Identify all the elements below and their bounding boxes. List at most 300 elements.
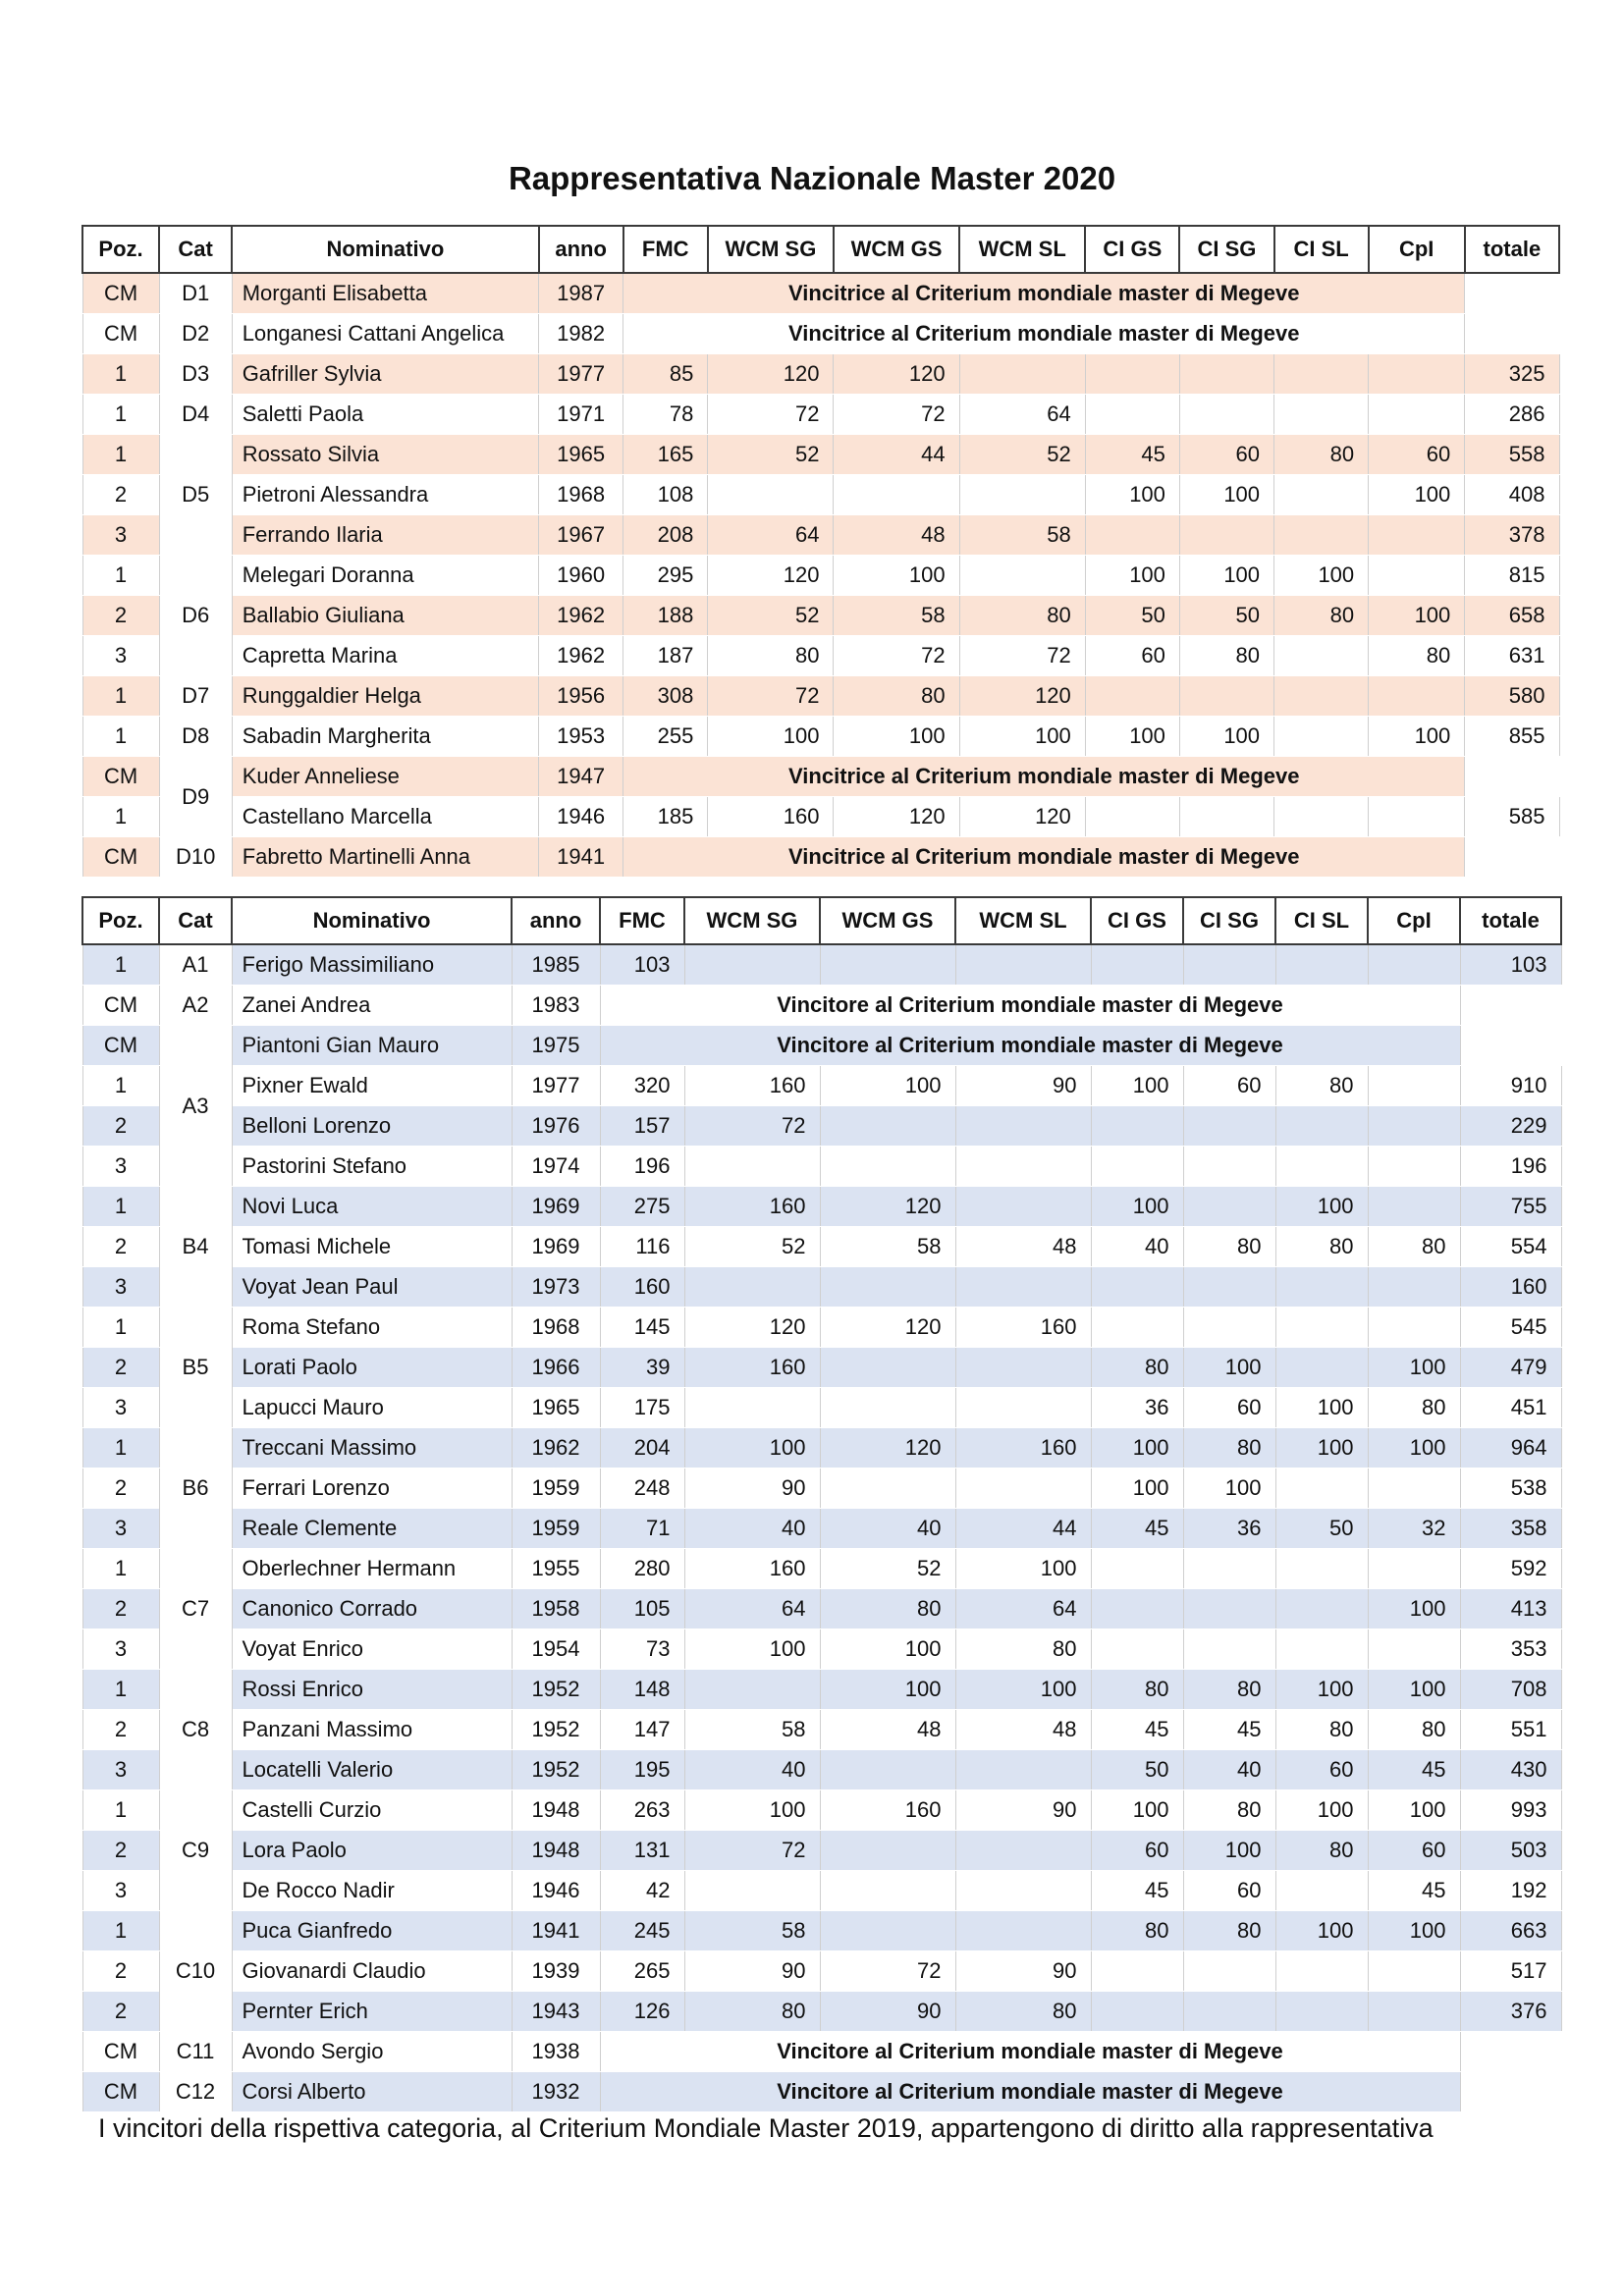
score-cell [820, 1750, 955, 1790]
score-cell: 64 [955, 1589, 1091, 1629]
page-title: Rappresentativa Nazionale Master 2020 [508, 160, 1116, 196]
year-cell: 1969 [512, 1227, 600, 1267]
score-cell: 100 [1368, 1790, 1460, 1831]
score-cell [820, 1388, 955, 1428]
score-cell: 36 [1091, 1388, 1183, 1428]
category-cell: D4 [159, 395, 232, 435]
score-cell [1183, 1589, 1275, 1629]
score-cell: 100 [1085, 556, 1179, 596]
score-cell: 80 [1275, 1066, 1368, 1106]
name-cell: Kuder Anneliese [232, 757, 538, 797]
score-cell [959, 354, 1085, 395]
score-cell: 120 [834, 797, 959, 837]
score-cell [1368, 1066, 1460, 1106]
year-cell: 1965 [539, 435, 623, 475]
position-cell: 2 [82, 1468, 159, 1509]
score-cell: 160 [955, 1428, 1091, 1468]
score-cell [1368, 944, 1460, 986]
score-cell [1183, 1267, 1275, 1308]
position-cell: 2 [82, 1348, 159, 1388]
score-cell: 50 [1091, 1750, 1183, 1790]
score-cell [1183, 1951, 1275, 1992]
footnote: I vincitori della rispettiva categoria, al Criterium Mondiale Master 2019, appartengono di diritto alla rappresentativa [98, 2113, 1434, 2143]
score-cell [1275, 944, 1368, 986]
score-cell: 100 [1368, 1670, 1460, 1710]
name-cell: Ferrando Ilaria [232, 515, 538, 556]
total-cell: 708 [1460, 1670, 1561, 1710]
year-cell: 1958 [512, 1589, 600, 1629]
score-cell: 100 [1085, 717, 1179, 757]
position-cell: 1 [82, 1187, 159, 1227]
score-cell: 45 [1368, 1750, 1460, 1790]
score-cell [1183, 1992, 1275, 2032]
category-cell: D9 [159, 757, 232, 837]
position-cell: 3 [82, 1750, 159, 1790]
score-cell: 100 [1179, 475, 1273, 515]
year-cell: 1955 [512, 1549, 600, 1589]
score-cell [1179, 354, 1273, 395]
total-cell: 815 [1465, 556, 1559, 596]
score-cell: 64 [708, 515, 834, 556]
score-cell [820, 1911, 955, 1951]
score-cell [1274, 395, 1369, 435]
table-row [82, 596, 1559, 636]
score-cell [1091, 1267, 1183, 1308]
score-cell [955, 1750, 1091, 1790]
score-cell: 100 [1368, 1911, 1460, 1951]
total-cell: 585 [1465, 797, 1559, 837]
total-cell: 855 [1465, 717, 1559, 757]
table-row [82, 1670, 1561, 1710]
column-header: WCM SL [959, 226, 1085, 273]
score-cell [1179, 515, 1273, 556]
score-cell [955, 1911, 1091, 1951]
name-cell: Gafriller Sylvia [232, 354, 538, 395]
score-cell: 100 [1091, 1468, 1183, 1509]
name-cell: Runggaldier Helga [232, 676, 538, 717]
score-cell: 100 [1275, 1911, 1368, 1951]
score-cell: 80 [1091, 1670, 1183, 1710]
table-row [82, 1549, 1561, 1589]
score-cell: 100 [1183, 1468, 1275, 1509]
score-cell [1275, 1147, 1368, 1187]
score-cell [1091, 1589, 1183, 1629]
score-cell [1179, 395, 1273, 435]
note-cell: Vincitore al Criterium mondiale master di Megeve [600, 2072, 1460, 2112]
score-cell: 116 [600, 1227, 684, 1267]
table-row [82, 1629, 1561, 1670]
position-cell: 1 [82, 395, 159, 435]
column-header: WCM SG [708, 226, 834, 273]
name-cell: Canonico Corrado [232, 1589, 512, 1629]
table-row [82, 515, 1559, 556]
total-cell: 658 [1465, 596, 1559, 636]
table-row [82, 986, 1561, 1026]
score-cell: 60 [1085, 636, 1179, 676]
table-row [82, 1951, 1561, 1992]
year-cell: 1956 [539, 676, 623, 717]
score-cell: 58 [684, 1710, 820, 1750]
position-cell: CM [82, 2072, 159, 2112]
position-cell: CM [82, 986, 159, 1026]
score-cell: 100 [955, 1549, 1091, 1589]
note-cell: Vincitrice al Criterium mondiale master di Megeve [623, 314, 1465, 354]
total-cell: 663 [1460, 1911, 1561, 1951]
table-row [82, 1147, 1561, 1187]
score-cell [1179, 797, 1273, 837]
position-cell: CM [82, 273, 159, 314]
score-cell [1091, 1629, 1183, 1670]
empty-total-cell [1460, 2032, 1561, 2072]
score-cell [1274, 676, 1369, 717]
score-cell: 90 [684, 1468, 820, 1509]
score-cell: 80 [1091, 1911, 1183, 1951]
year-cell: 1947 [539, 757, 623, 797]
score-cell: 58 [820, 1227, 955, 1267]
score-cell: 90 [820, 1992, 955, 2032]
score-cell: 48 [955, 1227, 1091, 1267]
women-table [81, 225, 1560, 878]
year-cell: 1987 [539, 273, 623, 314]
score-cell: 73 [600, 1629, 684, 1670]
year-cell: 1975 [512, 1026, 600, 1066]
score-cell [1091, 1992, 1183, 2032]
score-cell [1369, 395, 1465, 435]
position-cell: 3 [82, 1871, 159, 1911]
category-cell: D7 [159, 676, 232, 717]
score-cell [1369, 797, 1465, 837]
score-cell [1368, 1187, 1460, 1227]
score-cell: 100 [1368, 1428, 1460, 1468]
score-cell [1274, 797, 1369, 837]
position-cell: 2 [82, 1106, 159, 1147]
score-cell: 120 [820, 1308, 955, 1348]
score-cell: 175 [600, 1388, 684, 1428]
position-cell: 1 [82, 1066, 159, 1106]
score-cell [1368, 1308, 1460, 1348]
score-cell: 100 [1368, 1589, 1460, 1629]
score-cell [1368, 1106, 1460, 1147]
year-cell: 1968 [512, 1308, 600, 1348]
category-cell: D3 [159, 354, 232, 395]
year-cell: 1938 [512, 2032, 600, 2072]
score-cell [1091, 1308, 1183, 1348]
score-cell: 40 [1091, 1227, 1183, 1267]
score-cell [1368, 1629, 1460, 1670]
score-cell: 45 [1091, 1509, 1183, 1549]
table-row [82, 837, 1559, 878]
score-cell: 308 [623, 676, 708, 717]
column-header: Nominativo [232, 897, 512, 944]
table-row [82, 1348, 1561, 1388]
score-cell: 147 [600, 1710, 684, 1750]
score-cell: 103 [600, 944, 684, 986]
score-cell: 80 [1275, 1710, 1368, 1750]
score-cell: 50 [1085, 596, 1179, 636]
year-cell: 1971 [539, 395, 623, 435]
score-cell: 126 [600, 1992, 684, 2032]
year-cell: 1966 [512, 1348, 600, 1388]
table-row [82, 1308, 1561, 1348]
score-cell [1275, 1871, 1368, 1911]
score-cell: 60 [1183, 1388, 1275, 1428]
score-cell [1085, 395, 1179, 435]
score-cell: 120 [820, 1187, 955, 1227]
men-table [81, 896, 1562, 2112]
column-header: Nominativo [232, 226, 538, 273]
table-row [82, 1911, 1561, 1951]
table-row [82, 556, 1559, 596]
total-cell: 558 [1465, 435, 1559, 475]
score-cell: 100 [684, 1629, 820, 1670]
name-cell: Sabadin Margherita [232, 717, 538, 757]
score-cell: 80 [1183, 1790, 1275, 1831]
name-cell: Ballabio Giuliana [232, 596, 538, 636]
total-cell: 103 [1460, 944, 1561, 986]
position-cell: CM [82, 314, 159, 354]
empty-total-cell [1465, 273, 1559, 314]
table-row [82, 435, 1559, 475]
table-row [82, 395, 1559, 435]
position-cell: CM [82, 837, 159, 878]
score-cell: 60 [1183, 1871, 1275, 1911]
score-cell: 80 [959, 596, 1085, 636]
score-cell: 148 [600, 1670, 684, 1710]
year-cell: 1983 [512, 986, 600, 1026]
score-cell: 60 [1183, 1066, 1275, 1106]
score-cell [1091, 1951, 1183, 1992]
year-cell: 1967 [539, 515, 623, 556]
score-cell: 157 [600, 1106, 684, 1147]
score-cell [1275, 1348, 1368, 1388]
table-row [82, 1227, 1561, 1267]
position-cell: CM [82, 1026, 159, 1066]
table-row [82, 757, 1559, 797]
note-cell: Vincitrice al Criterium mondiale master di Megeve [623, 273, 1465, 314]
position-cell: 1 [82, 556, 159, 596]
score-cell: 40 [820, 1509, 955, 1549]
year-cell: 1976 [512, 1106, 600, 1147]
score-cell: 100 [1368, 1348, 1460, 1388]
score-cell [1274, 475, 1369, 515]
name-cell: Lora Paolo [232, 1831, 512, 1871]
score-cell [1368, 1468, 1460, 1509]
name-cell: Pernter Erich [232, 1992, 512, 2032]
score-cell: 100 [684, 1790, 820, 1831]
score-cell [1275, 1951, 1368, 1992]
score-cell [1368, 1549, 1460, 1589]
year-cell: 1939 [512, 1951, 600, 1992]
name-cell: Voyat Jean Paul [232, 1267, 512, 1308]
score-cell: 100 [820, 1066, 955, 1106]
score-cell: 100 [1275, 1428, 1368, 1468]
score-cell: 188 [623, 596, 708, 636]
name-cell: Castellano Marcella [232, 797, 538, 837]
score-cell [834, 475, 959, 515]
score-cell [1183, 944, 1275, 986]
total-cell: 517 [1460, 1951, 1561, 1992]
score-cell: 45 [1085, 435, 1179, 475]
total-cell: 286 [1465, 395, 1559, 435]
men-body [82, 944, 1561, 2112]
score-cell: 100 [1179, 717, 1273, 757]
score-cell: 165 [623, 435, 708, 475]
total-cell: 376 [1460, 1992, 1561, 2032]
score-cell: 80 [955, 1992, 1091, 2032]
table-row [82, 1509, 1561, 1549]
name-cell: Oberlechner Hermann [232, 1549, 512, 1589]
position-cell: CM [82, 2032, 159, 2072]
total-cell: 910 [1460, 1066, 1561, 1106]
score-cell: 131 [600, 1831, 684, 1871]
score-cell [820, 1468, 955, 1509]
score-cell: 80 [834, 676, 959, 717]
column-header: CI SL [1275, 897, 1368, 944]
total-cell: 430 [1460, 1750, 1561, 1790]
score-cell [1274, 636, 1369, 676]
total-cell: 451 [1460, 1388, 1561, 1428]
table-row [82, 1106, 1561, 1147]
category-cell: C7 [159, 1549, 232, 1670]
name-cell: Capretta Marina [232, 636, 538, 676]
name-cell: Longanesi Cattani Angelica [232, 314, 538, 354]
score-cell: 80 [1368, 1388, 1460, 1428]
name-cell: Avondo Sergio [232, 2032, 512, 2072]
column-header: FMC [600, 897, 684, 944]
category-cell: C10 [159, 1911, 232, 2032]
score-cell [1183, 1308, 1275, 1348]
year-cell: 1974 [512, 1147, 600, 1187]
table-row [82, 797, 1559, 837]
empty-total-cell [1460, 2072, 1561, 2112]
column-header: WCM GS [820, 897, 955, 944]
table-row [82, 717, 1559, 757]
score-cell [1275, 1308, 1368, 1348]
score-cell: 80 [1183, 1227, 1275, 1267]
score-cell: 100 [834, 556, 959, 596]
score-cell: 120 [820, 1428, 955, 1468]
name-cell: Fabretto Martinelli Anna [232, 837, 538, 878]
column-header: CI GS [1091, 897, 1183, 944]
position-cell: 1 [82, 1549, 159, 1589]
score-cell: 100 [1091, 1428, 1183, 1468]
score-cell [1369, 556, 1465, 596]
table-row [82, 1871, 1561, 1911]
year-cell: 1959 [512, 1509, 600, 1549]
score-cell [1274, 717, 1369, 757]
category-cell: A3 [159, 1026, 232, 1187]
total-cell: 993 [1460, 1790, 1561, 1831]
empty-total-cell [1465, 314, 1559, 354]
position-cell: 3 [82, 1267, 159, 1308]
score-cell: 80 [1183, 1428, 1275, 1468]
position-cell: 3 [82, 636, 159, 676]
category-cell: D2 [159, 314, 232, 354]
name-cell: Castelli Curzio [232, 1790, 512, 1831]
table-row [82, 1589, 1561, 1629]
score-cell: 80 [1275, 1831, 1368, 1871]
category-cell: D1 [159, 273, 232, 314]
score-cell: 263 [600, 1790, 684, 1831]
score-cell: 100 [1274, 556, 1369, 596]
table-row [82, 944, 1561, 986]
column-header: Poz. [82, 226, 159, 273]
score-cell [1275, 1629, 1368, 1670]
score-cell: 48 [955, 1710, 1091, 1750]
score-cell [1275, 1992, 1368, 2032]
score-cell: 45 [1091, 1871, 1183, 1911]
total-cell: 592 [1460, 1549, 1561, 1589]
position-cell: 2 [82, 1992, 159, 2032]
score-cell: 100 [1369, 475, 1465, 515]
score-cell [1179, 676, 1273, 717]
position-cell: 3 [82, 515, 159, 556]
name-cell: Puca Gianfredo [232, 1911, 512, 1951]
total-cell: 413 [1460, 1589, 1561, 1629]
year-cell: 1977 [512, 1066, 600, 1106]
score-cell [1275, 1468, 1368, 1509]
name-cell: Ferrari Lorenzo [232, 1468, 512, 1509]
name-cell: Roma Stefano [232, 1308, 512, 1348]
score-cell: 185 [623, 797, 708, 837]
total-cell: 378 [1465, 515, 1559, 556]
score-cell [1085, 354, 1179, 395]
column-header: WCM SL [955, 897, 1091, 944]
year-cell: 1959 [512, 1468, 600, 1509]
position-cell: 1 [82, 435, 159, 475]
score-cell [955, 944, 1091, 986]
note-cell: Vincitrice al Criterium mondiale master di Megeve [623, 757, 1465, 797]
year-cell: 1953 [539, 717, 623, 757]
column-header: CI GS [1085, 226, 1179, 273]
name-cell: Giovanardi Claudio [232, 1951, 512, 1992]
total-cell: 755 [1460, 1187, 1561, 1227]
category-cell: D5 [159, 435, 232, 556]
score-cell: 100 [834, 717, 959, 757]
total-cell: 631 [1465, 636, 1559, 676]
year-cell: 1969 [512, 1187, 600, 1227]
score-cell [955, 1147, 1091, 1187]
score-cell [955, 1388, 1091, 1428]
empty-total-cell [1460, 986, 1561, 1026]
score-cell: 100 [820, 1629, 955, 1670]
total-cell: 196 [1460, 1147, 1561, 1187]
score-cell: 80 [1368, 1710, 1460, 1750]
note-cell: Vincitore al Criterium mondiale master di Megeve [600, 2032, 1460, 2072]
score-cell [820, 1106, 955, 1147]
score-cell [1183, 1147, 1275, 1187]
score-cell: 60 [1091, 1831, 1183, 1871]
position-cell: 1 [82, 1790, 159, 1831]
year-cell: 1952 [512, 1710, 600, 1750]
women-header-row [82, 226, 1559, 273]
score-cell: 42 [600, 1871, 684, 1911]
score-cell: 72 [708, 676, 834, 717]
note-cell: Vincitore al Criterium mondiale master di Megeve [600, 1026, 1460, 1066]
score-cell [684, 944, 820, 986]
score-cell: 52 [684, 1227, 820, 1267]
score-cell: 120 [834, 354, 959, 395]
score-cell [1091, 1549, 1183, 1589]
position-cell: 3 [82, 1388, 159, 1428]
score-cell: 160 [684, 1549, 820, 1589]
score-cell [1275, 1267, 1368, 1308]
total-cell: 479 [1460, 1348, 1561, 1388]
name-cell: Melegari Doranna [232, 556, 538, 596]
score-cell: 100 [1275, 1670, 1368, 1710]
score-cell [959, 556, 1085, 596]
score-cell: 50 [1179, 596, 1273, 636]
